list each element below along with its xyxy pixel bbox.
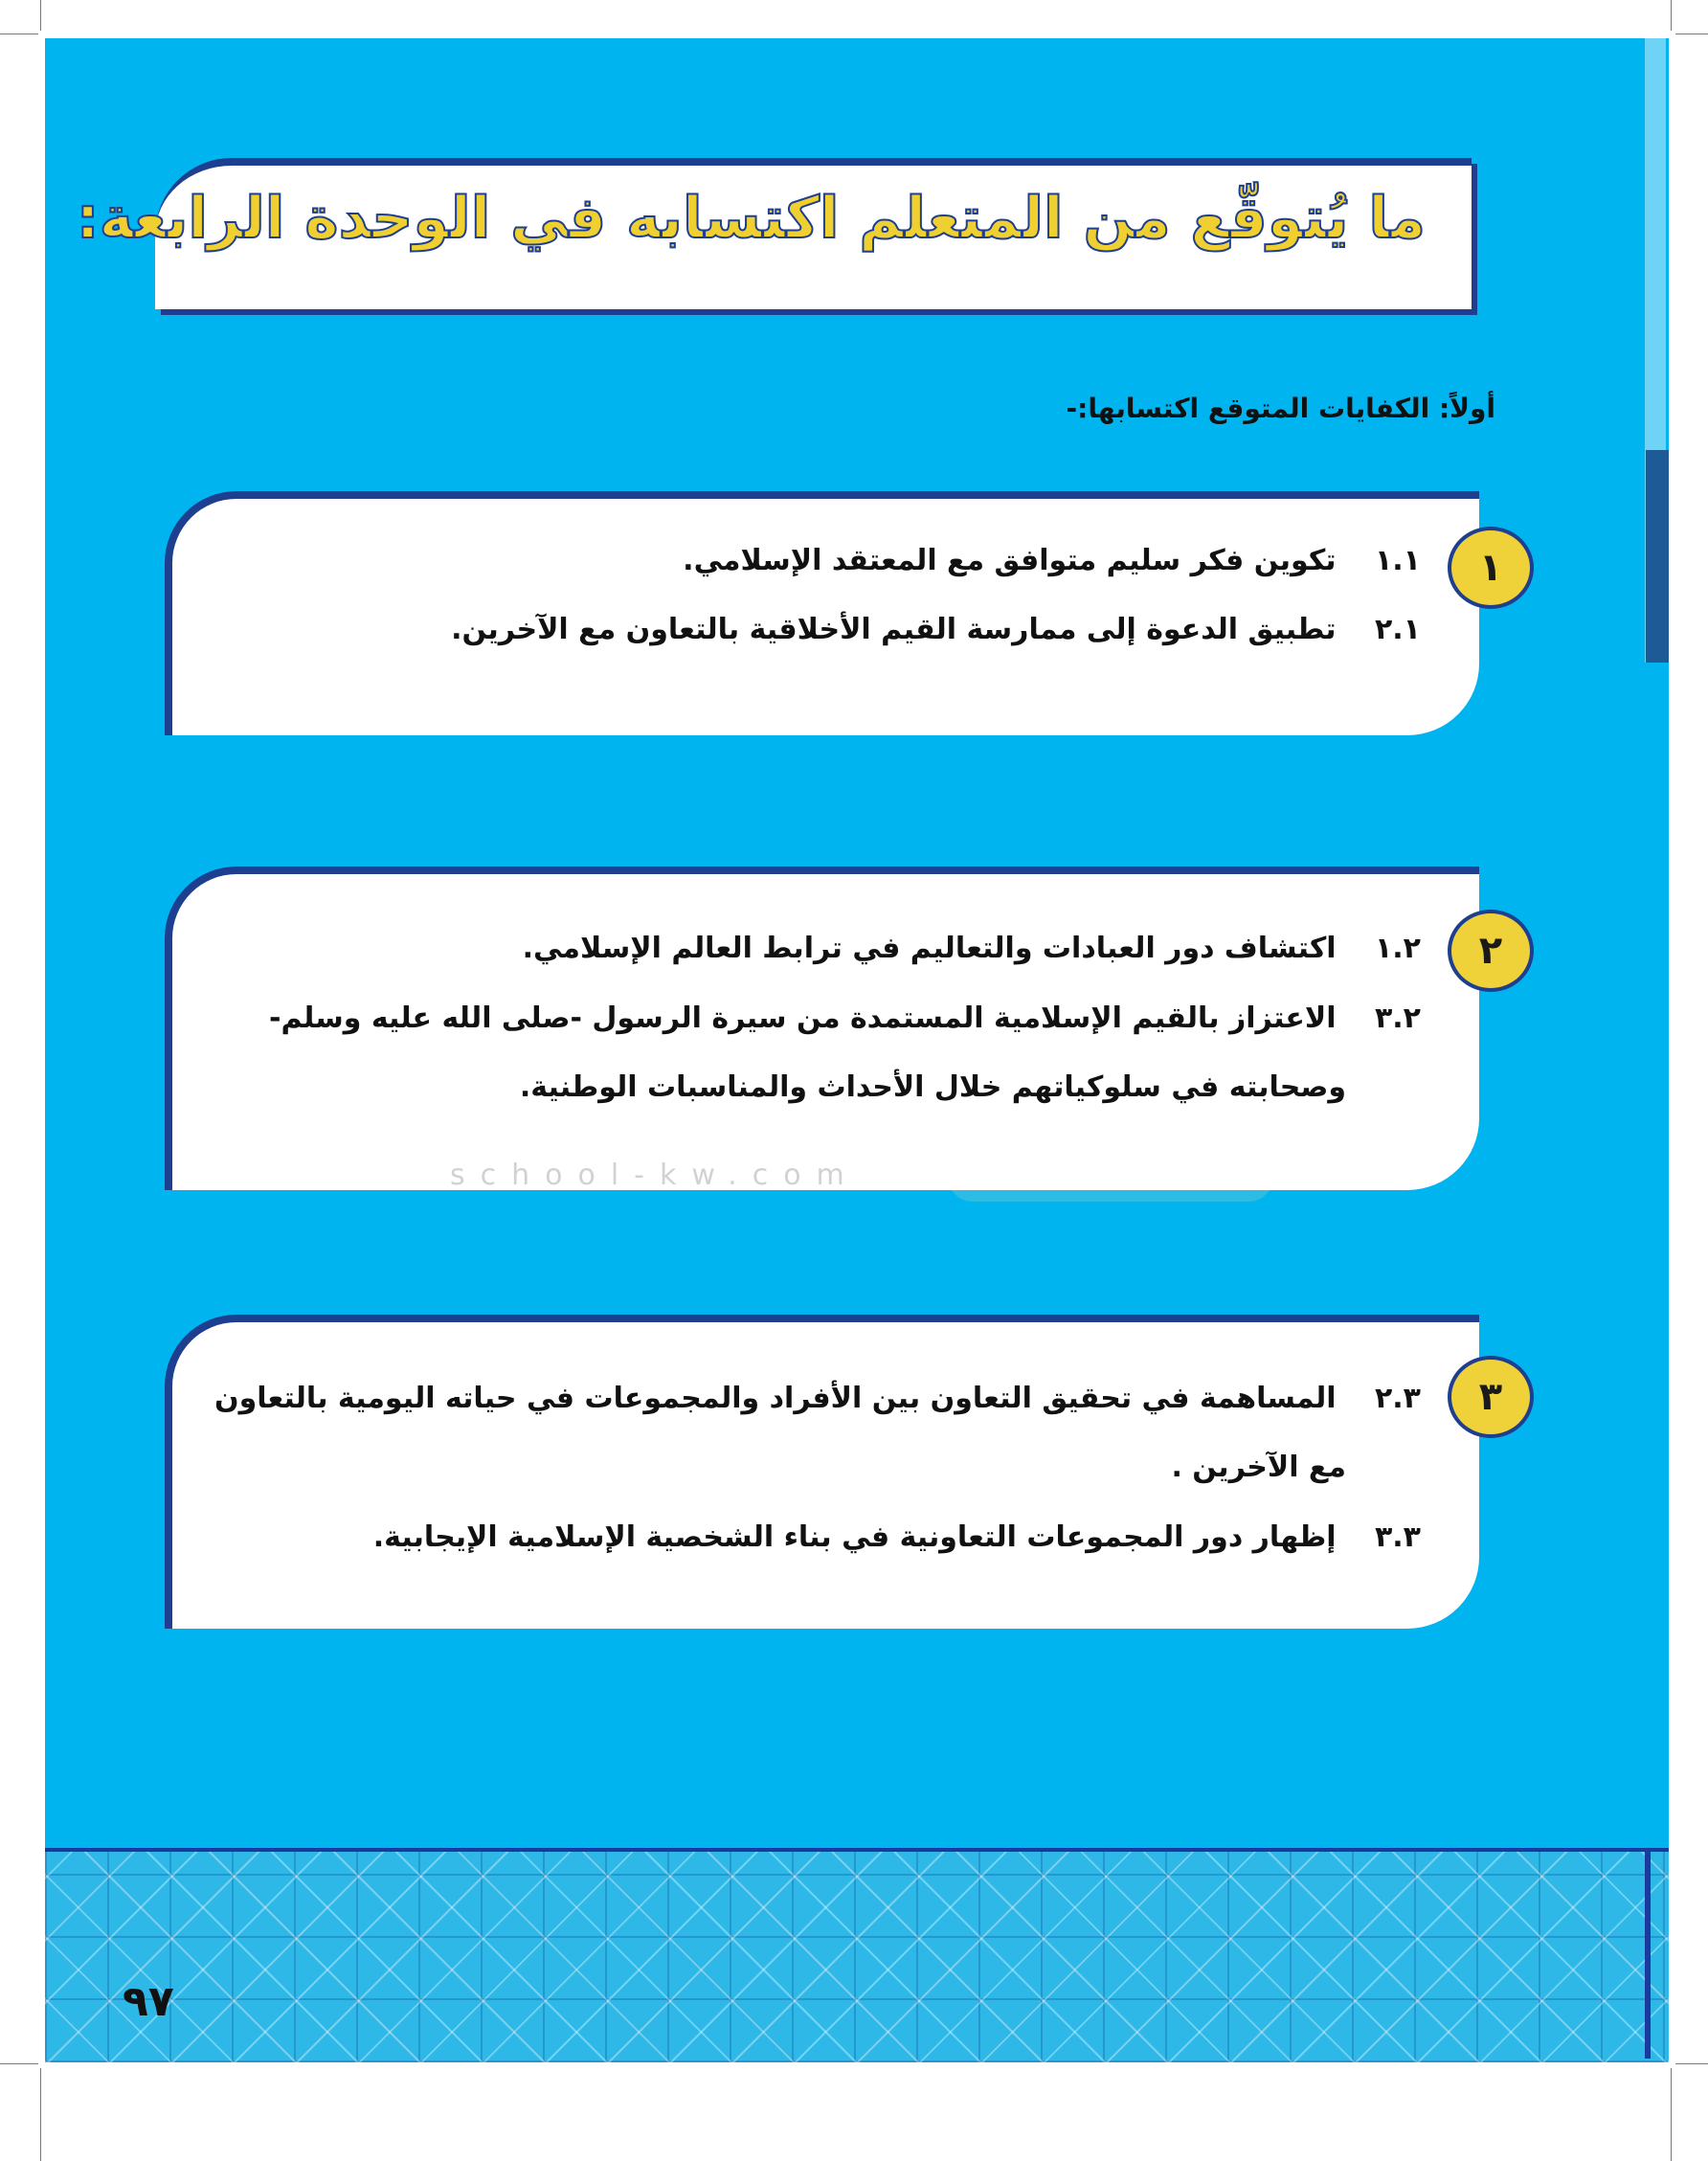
card-number-badge: ١ <box>1448 527 1534 609</box>
crop-mark <box>0 2063 38 2064</box>
page-number: ٩٧ <box>123 1977 174 2026</box>
side-tab-bar <box>1646 450 1669 663</box>
item-number: ٣.٣ <box>1374 1520 1421 1554</box>
item-text: تطبيق الدعوة إلى ممارسة القيم الأخلاقية بالتعاون مع الآخرين. <box>451 613 1337 646</box>
item-number: ٢.٣ <box>1374 1382 1421 1415</box>
card-item <box>523 932 1421 965</box>
crop-mark <box>1671 2068 1672 2161</box>
watermark-text: school-kw.com <box>450 1159 860 1192</box>
crop-mark <box>40 2068 41 2161</box>
item-continuation: وصحابته في سلوكياتهم خلال الأحداث والمناسبات الوطنية. <box>519 1070 1346 1104</box>
page-title: ما يُتوقّع من المتعلم اكتسابه في الوحدة الرابعة: <box>76 185 1426 252</box>
item-text: المساهمة في تحقيق التعاون بين الأفراد والمجموعات في حياته اليومية بالتعاون <box>214 1382 1337 1415</box>
card-item <box>683 544 1421 577</box>
crop-mark <box>40 0 41 31</box>
crop-mark <box>1671 0 1672 31</box>
islamic-pattern-footer <box>45 1848 1669 2062</box>
item-number: ٢.١ <box>1374 613 1421 646</box>
item-text: اكتشاف دور العبادات والتعاليم في ترابط العالم الإسلامي. <box>522 932 1337 965</box>
title-banner <box>76 158 1472 309</box>
footer-edge-bar <box>1645 1848 1651 2059</box>
card-number-badge: ٢ <box>1448 910 1534 992</box>
card-item <box>373 1520 1421 1554</box>
item-number: ١.٢ <box>1374 932 1421 965</box>
item-continuation: مع الآخرين . <box>1171 1451 1346 1484</box>
card-number-badge: ٣ <box>1448 1356 1534 1438</box>
card-item <box>214 1382 1421 1415</box>
card-item <box>451 613 1421 646</box>
item-number: ١.١ <box>1374 544 1421 577</box>
section-heading: أولاً: الكفايات المتوقع اكتسابها:- <box>1066 393 1495 424</box>
item-number: ٣.٢ <box>1374 1002 1421 1035</box>
card-item <box>269 1002 1421 1035</box>
crop-mark <box>1675 2063 1708 2064</box>
item-text: تكوين فكر سليم متوافق مع المعتقد الإسلامي. <box>683 544 1337 577</box>
item-text: إظهار دور المجموعات التعاونية في بناء الشخصية الإسلامية الإيجابية. <box>372 1520 1337 1554</box>
item-text: الاعتزاز بالقيم الإسلامية المستمدة من سيرة الرسول -صلى الله عليه وسلم- <box>269 1002 1337 1035</box>
